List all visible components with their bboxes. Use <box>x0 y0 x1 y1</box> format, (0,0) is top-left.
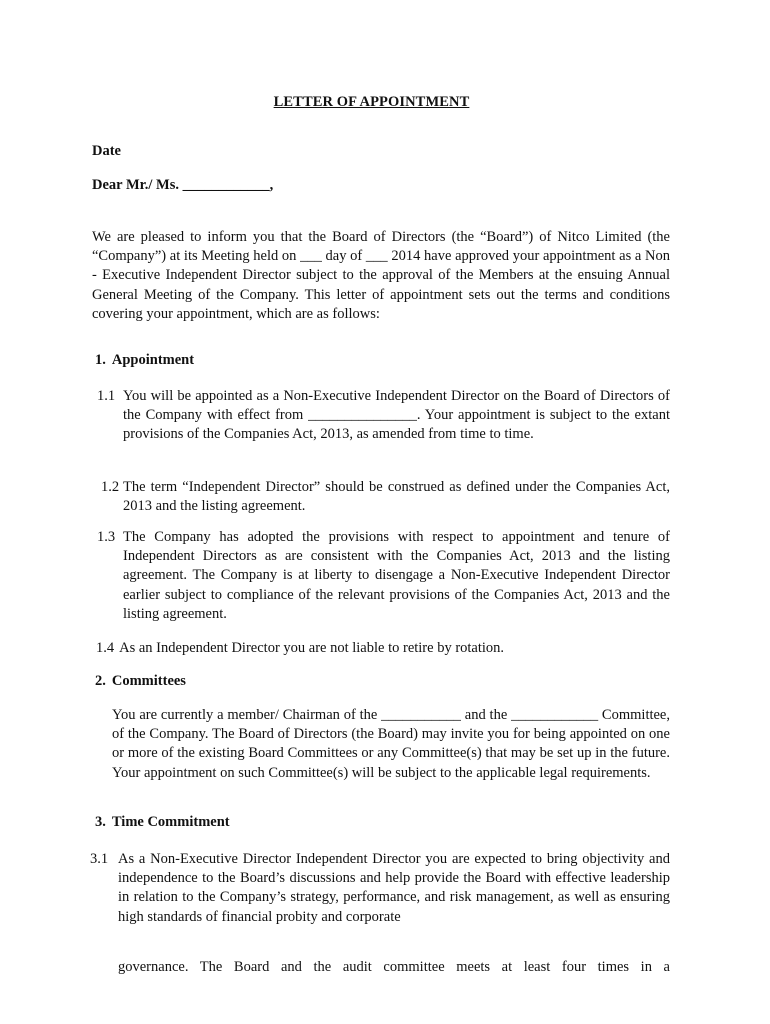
letter-title: LETTER OF APPOINTMENT <box>273 94 470 110</box>
intro-paragraph: We are pleased to inform you that the Board of Directors (the “Board”) of Nitco Limited (the “Company”) at its Meeting held on ___ day of ___ 2014 have approved your appointment as a Non - Executive Independent Director subject to the approval of the Members at the ensuing Annual General Meeting of the Company. This letter of appointment sets out the terms and conditions covering your appointment, which are as follows: <box>92 229 670 322</box>
item-number: 1.1 <box>97 388 116 404</box>
item-number: 3.1 <box>90 851 109 867</box>
item-number: 1.2 <box>101 479 120 495</box>
section-1-heading <box>95 352 194 369</box>
salutation: Dear Mr./ Ms. ____________, <box>92 177 274 193</box>
section-2-heading <box>95 673 186 690</box>
section-number: 2. <box>95 673 106 689</box>
item-1-1-text: You will be appointed as a Non-Executive Independent Director on the Board of Directors of the Company with effect from _______________. Your appointment is subject to the extant provisions of the Companies Act, 2013, as amended from time to time. <box>123 388 670 443</box>
item-1-4 <box>96 639 504 658</box>
item-number: 1.4 <box>96 640 115 656</box>
committees-paragraph: You are currently a member/ Chairman of the ___________ and the ____________ Committee, of the Company. The Board of Directors (the Board) may invite you for being appointed on one or more of the existing Board Committees or any Committee(s) that may be set up in the future. Your appointment on such Committee(s) will be subject to the applicable legal requirements. <box>112 707 670 781</box>
section-title: Committees <box>111 673 186 689</box>
section-title: Time Commitment <box>111 814 230 830</box>
item-1-4-text: As an Independent Director you are not liable to retire by rotation. <box>119 640 505 656</box>
section-title: Appointment <box>111 352 195 368</box>
section-number: 3. <box>95 814 106 830</box>
item-number: 1.3 <box>97 529 116 545</box>
date-label: Date <box>92 143 121 159</box>
section-3-heading <box>95 814 230 831</box>
section-number: 1. <box>95 352 106 368</box>
item-1-2-text: The term “Independent Director” should be construed as defined under the Companies Act, 2013 and the listing agreement. <box>123 479 670 515</box>
item-1-3-text: The Company has adopted the provisions with respect to appointment and tenure of Independent Directors as are consistent with the Companies Act, 2013 and the listing agreement. The Company is at liberty to disengage a Non-Executive Independent Director earlier subject to compliance of the relevant provisions of the Companies Act, 2013 and the listing agreement. <box>123 529 670 622</box>
item-3-1-continuation: governance. The Board and the audit committee meets at least four times in a <box>118 959 670 975</box>
item-3-1-text: As a Non-Executive Director Independent Director you are expected to bring objectivity and independence to the Board’s discussions and help provide the Board with effective leadership in relation to the Company’s strategy, performance, and risk management, as well as ensuring high standards of financial probity and corporate <box>118 851 670 925</box>
